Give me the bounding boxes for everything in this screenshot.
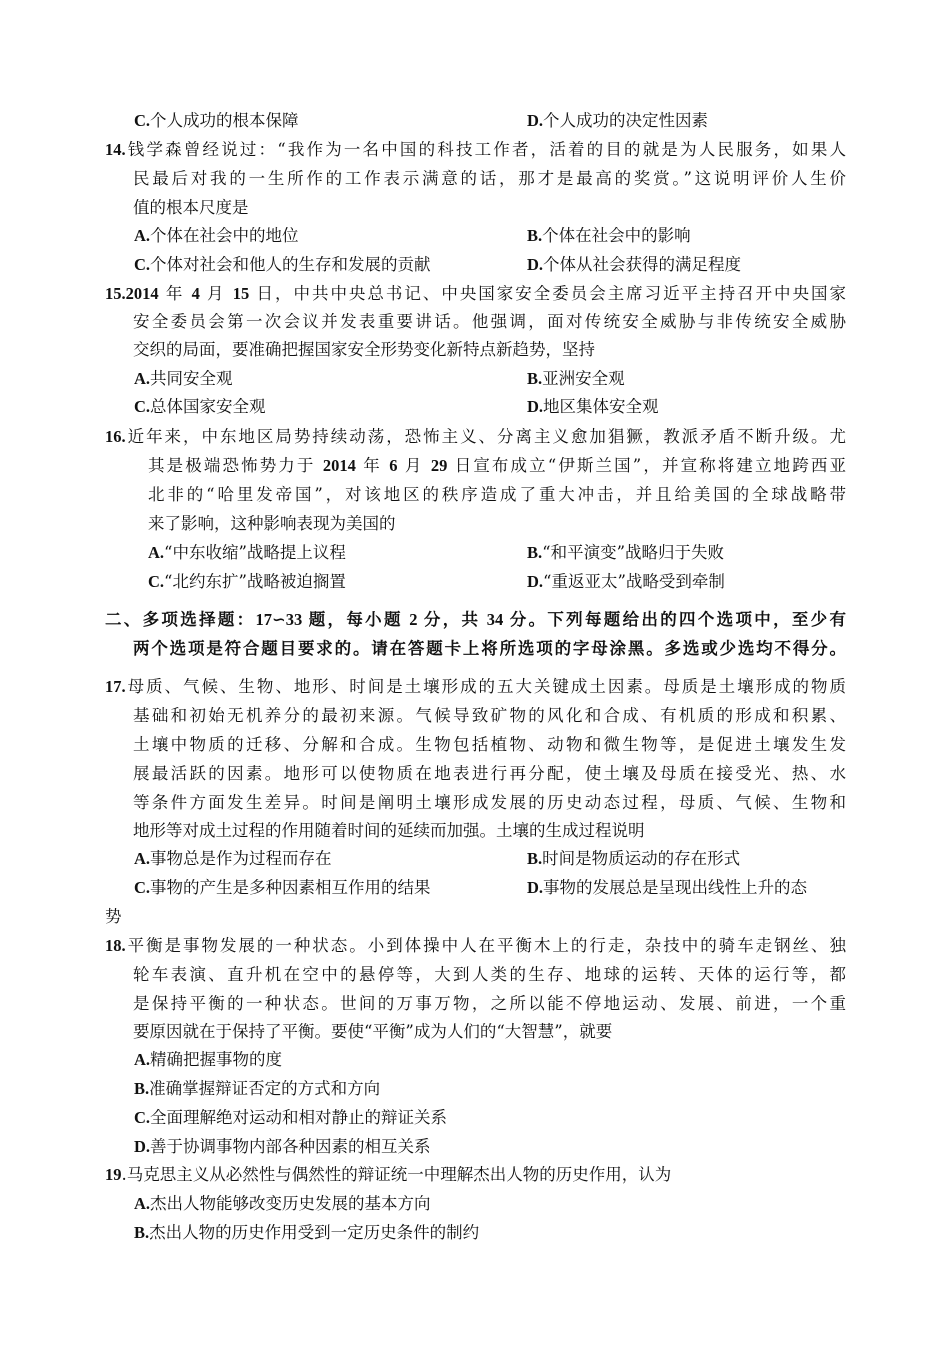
q14-option-b: B.个体在社会中的影响 (527, 226, 691, 245)
q16-stem-line-2: 其是极端恐怖势力于 2014 年 6 月 29 日宣布成立“伊斯兰国”，并宣称将建立地跨西亚 (148, 456, 846, 475)
q18-option-a: A.精确把握事物的度 (134, 1050, 283, 1069)
q14-stem-line-1: 14.钱学森曾经说过：“我作为一名中国的科技工作者，活着的目的就是为人民服务，如果人 (105, 140, 846, 159)
q16-stem-line-4: 来了影响，这种影响表现为美国的 (148, 514, 396, 533)
q17-option-d: D.事物的发展总是呈现出线性上升的态 (527, 878, 808, 897)
q15-option-a: A.共同安全观 (134, 369, 233, 388)
q17-stem-line-4: 展最活跃的因素。地形可以使物质在地表进行再分配，使土壤及母质在接受光、热、水 (133, 764, 846, 783)
q17-stem-line-6: 地形等对成土过程的作用随着时间的延续而加强。土壤的生成过程说明 (133, 821, 645, 840)
q17-option-b: B.时间是物质运动的存在形式 (527, 849, 741, 868)
q18-stem-line-2: 轮车表演、直升机在空中的悬停等，大到人类的生存、地球的运转、天体的运行等，都 (133, 965, 846, 984)
option-text: 个人成功的决定性因素 (543, 111, 709, 130)
q17-stem-line-1: 17.母质、气候、生物、地形、时间是土壤形成的五大关键成土因素。母质是土壤形成的物质 (105, 677, 846, 696)
q18-stem-line-1: 18.平衡是事物发展的一种状态。小到体操中人在平衡木上的行走，杂技中的骑车走钢丝、独 (105, 936, 846, 955)
q17-option-c: C.事物的产生是多种因素相互作用的结果 (134, 878, 431, 897)
q14-option-c: C.个体对社会和他人的生存和发展的贡献 (134, 255, 431, 274)
section-2-heading-line-1: 二、多项选择题：17∽33 题，每小题 2 分，共 34 分。下列每题给出的四个选项中，至少有 (105, 610, 846, 629)
q17-stem-line-2: 基础和初始无机养分的最初来源。气候导致矿物的风化和合成、有机质的形成和积累、 (133, 706, 846, 725)
q19-option-b: B.杰出人物的历史作用受到一定历史条件的制约 (134, 1223, 480, 1242)
q13-option-d (527, 110, 708, 132)
q16-option-d: D.“重返亚太”战略受到牵制 (527, 572, 725, 591)
option-text: 个人成功的根本保障 (150, 111, 299, 130)
q14-option-d: D.个体从社会获得的满足程度 (527, 255, 742, 274)
q17-option-d-wrap: 势 (105, 907, 122, 926)
option-letter: C. (134, 111, 151, 130)
q13-option-c (134, 110, 299, 132)
q16-option-c: C.“北约东扩”战略被迫搁置 (148, 572, 346, 591)
q14-option-a: A.个体在社会中的地位 (134, 226, 299, 245)
q18-stem-line-3: 是保持平衡的一种状态。世间的万事万物，之所以能不停地运动、发展、前进，一个重 (133, 994, 846, 1013)
q18-option-c: C.全面理解绝对运动和相对静止的辩证关系 (134, 1108, 448, 1127)
q15-stem-line-3: 交织的局面，要准确把握国家安全形势变化新特点新趋势，坚持 (133, 340, 595, 359)
section-2-heading-line-2: 两个选项是符合题目要求的。请在答题卡上将所选项的字母涂黑。多选或少选均不得分。 (133, 639, 846, 658)
q18-option-b: B.准确掌握辩证否定的方式和方向 (134, 1079, 381, 1098)
q19-option-a: A.杰出人物能够改变历史发展的基本方向 (134, 1194, 431, 1213)
q17-stem-line-5: 等条件方面发生差异。时间是阐明土壤形成发展的历史动态过程，母质、气候、生物和 (133, 793, 846, 812)
q16-stem-line-3: 北非的“哈里发帝国”，对该地区的秩序造成了重大冲击，并且给美国的全球战略带 (148, 485, 846, 504)
q15-option-d: D.地区集体安全观 (527, 397, 659, 416)
option-letter: D. (527, 111, 544, 130)
q16-option-a: A.“中东收缩”战略提上议程 (148, 543, 346, 562)
q14-stem-line-3: 值的根本尺度是 (133, 198, 249, 217)
question-number: 14. (105, 140, 126, 159)
q17-option-a: A.事物总是作为过程而存在 (134, 849, 332, 868)
q16-option-b: B.“和平演变”战略归于失败 (527, 543, 725, 562)
q16-stem-line-1: 16.近年来，中东地区局势持续动荡，恐怖主义、分离主义愈加猖獗，教派矛盾不断升级。尤 (105, 427, 846, 446)
q15-option-c: C.总体国家安全观 (134, 397, 266, 416)
q15-stem-line-1: 15.2014 年 4 月 15 日，中共中央总书记、中央国家安全委员会主席习近平主持召开中央国家 (105, 284, 846, 303)
q15-option-b: B.亚洲安全观 (527, 369, 625, 388)
q18-stem-line-4: 要原因就在于保持了平衡。要使“平衡”成为人们的“大智慧”，就要 (133, 1022, 613, 1041)
q14-stem-line-2: 民最后对我的一生所作的工作表示满意的话，那才是最高的奖赏。”这说明评价人生价 (133, 169, 846, 188)
q18-option-d: D.善于协调事物内部各种因素的相互关系 (134, 1137, 431, 1156)
q19-stem-line-1: 19.马克思主义从必然性与偶然性的辩证统一中理解杰出人物的历史作用，认为 (105, 1165, 672, 1184)
q17-stem-line-3: 土壤中物质的迁移、分解和合成。生物包括植物、动物和微生物等，是促进土壤发生发 (133, 735, 846, 754)
q15-stem-line-2: 安全委员会第一次会议并发表重要讲话。他强调，面对传统安全威胁与非传统安全威胁 (133, 312, 846, 331)
